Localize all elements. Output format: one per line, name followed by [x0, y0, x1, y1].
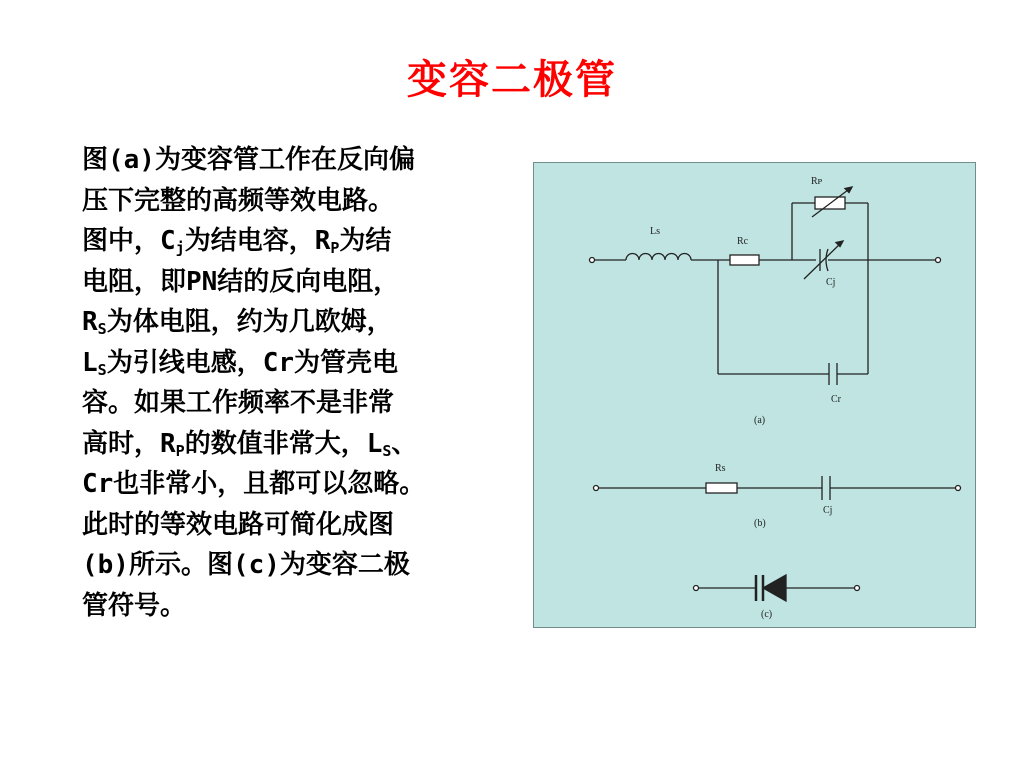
terminal-b-right [956, 486, 961, 491]
text-line-6: $L_S$为引线电感，Cr为管壳电 [82, 347, 398, 379]
circuit-diagrams-svg [534, 163, 975, 627]
label-rc: Rc [737, 236, 749, 247]
text-line-3: 图中，$C_j$为结电容，$R_P$为结 [82, 226, 392, 257]
terminal-c-left [694, 586, 699, 591]
circuit-c [694, 575, 860, 601]
terminal-c-right [855, 586, 860, 591]
text-line-8: 高时，$R_P$的数值非常大，$L_S$、 [82, 428, 418, 460]
caption-c: (c) [761, 609, 773, 620]
terminal-b-left [594, 486, 599, 491]
circuit-figure [533, 162, 976, 628]
text-line-11: (b)所示。图(c)为变容二极 [82, 550, 410, 580]
circuit-b [594, 476, 961, 500]
slide-title: 变容二极管 [407, 56, 617, 103]
text-line-9: Cr也非常小，且都可以忽略。 [82, 469, 426, 499]
label-rs: Rs [715, 463, 726, 474]
text-line-5: $R_S$为体电阻，约为几欧姆， [82, 307, 393, 338]
text-line-12: 管符号。 [82, 590, 187, 621]
resistor-rs [706, 483, 737, 493]
terminal-a-right [936, 258, 941, 263]
caption-b: (b) [754, 518, 766, 529]
text-line-7: 容。如果工作频率不是非常 [82, 388, 395, 418]
caption-a: (a) [754, 415, 766, 426]
terminal-a-left [590, 258, 595, 263]
text-line-2: 压下完整的高频等效电路。 [82, 185, 395, 216]
label-cr: Cr [831, 394, 841, 405]
label-cj-b: Cj [823, 505, 833, 516]
text-line-10: 此时的等效电路可简化成图 [82, 509, 395, 540]
label-ls: Ls [650, 226, 660, 237]
label-cj-a: Cj [826, 277, 836, 288]
text-line-4: 电阻，即PN结的反向电阻， [82, 266, 400, 297]
inductor-ls [626, 254, 691, 261]
text-line-1: 图(a)为变容管工作在反向偏 [82, 145, 415, 175]
resistor-rc [730, 255, 759, 265]
label-rp: Rᴘ [811, 176, 823, 187]
varactor-diode-symbol [763, 575, 786, 601]
body-paragraph [82, 140, 514, 626]
circuit-a [590, 187, 941, 385]
